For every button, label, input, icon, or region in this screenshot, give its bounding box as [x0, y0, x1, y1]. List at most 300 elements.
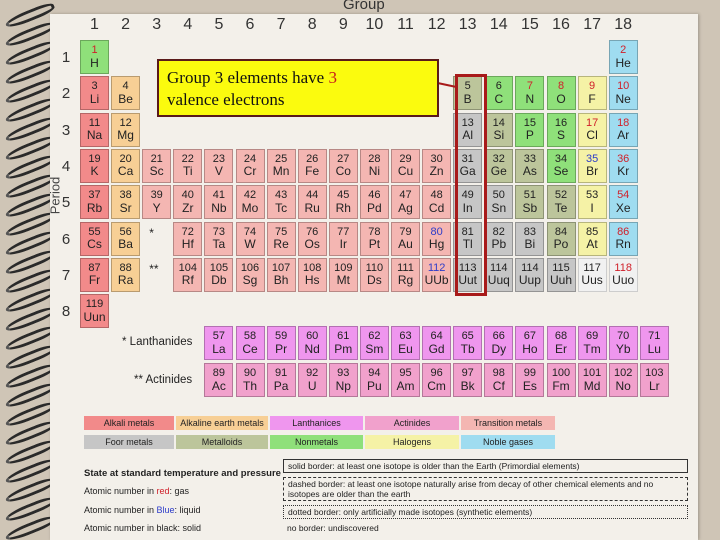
atomic-number: 84	[554, 225, 568, 238]
element-symbol: Xe	[615, 200, 631, 215]
lanthanide-cell-lu[interactable]	[640, 326, 669, 360]
atomic-number: 25	[274, 152, 288, 165]
lanthanide-cell-er[interactable]	[547, 326, 576, 360]
actinide-cell-fm[interactable]	[547, 363, 576, 397]
element-cell-ti[interactable]	[173, 149, 202, 183]
element-symbol: Bh	[273, 273, 289, 288]
element-symbol: Ne	[615, 91, 631, 106]
element-symbol: At	[586, 237, 598, 252]
element-cell-y[interactable]	[142, 185, 171, 219]
group-number: 16	[552, 16, 570, 33]
element-symbol: Y	[152, 200, 161, 215]
element-cell-uuh[interactable]	[547, 258, 576, 292]
atomic-number: 6	[495, 80, 502, 93]
element-cell-mn[interactable]	[267, 149, 296, 183]
atomic-number: 38	[119, 189, 132, 202]
element-symbol: Hg	[428, 237, 445, 252]
element-cell-ir[interactable]	[329, 222, 358, 256]
element-cell-cd[interactable]	[422, 185, 451, 219]
atomic-number: 110	[365, 261, 384, 274]
group-number: 2	[121, 16, 131, 33]
element-cell-se[interactable]	[547, 149, 576, 183]
atomic-number: 89	[212, 367, 226, 379]
element-cell-ar[interactable]	[609, 113, 638, 147]
element-symbol: Sg	[242, 273, 258, 288]
element-cell-rn[interactable]	[609, 222, 638, 256]
element-cell-w[interactable]	[236, 222, 265, 256]
actinide-cell-u[interactable]	[298, 363, 327, 397]
element-symbol: Ni	[368, 164, 381, 179]
element-cell-tc[interactable]	[267, 185, 296, 219]
element-cell-po[interactable]	[547, 222, 576, 256]
atomic-number: 30	[430, 152, 443, 165]
atomic-number: 51	[523, 189, 537, 202]
callout-text-a: Group 3 elements have	[167, 68, 329, 87]
atomic-number: 9	[589, 80, 596, 93]
element-cell-os[interactable]	[298, 222, 327, 256]
border-none-note: no border: undiscovered	[287, 523, 379, 533]
actinide-cell-lr[interactable]	[640, 363, 669, 397]
atomic-number: 14	[492, 116, 505, 129]
element-symbol: Es	[522, 378, 537, 393]
element-symbol: Rg	[397, 273, 414, 288]
element-cell-be[interactable]	[111, 76, 140, 110]
element-cell-na[interactable]	[80, 113, 109, 147]
element-symbol: Ti	[183, 164, 193, 179]
callout-note	[157, 59, 439, 117]
actinide-cell-ac[interactable]	[204, 363, 233, 397]
atomic-number: 43	[274, 189, 288, 202]
period-number: 1	[61, 49, 71, 66]
element-symbol: Ir	[339, 237, 347, 252]
atomic-number: 77	[337, 225, 350, 238]
element-cell-hs[interactable]	[298, 258, 327, 292]
atomic-number: 21	[150, 152, 163, 165]
legend-swatch: Transition metals	[461, 416, 555, 430]
actinide-cell-th[interactable]	[236, 363, 265, 397]
atomic-number: 40	[181, 189, 194, 202]
element-cell-mo[interactable]	[236, 185, 265, 219]
atomic-number: 47	[399, 189, 412, 202]
atomic-number: 19	[88, 152, 101, 165]
atomic-number: 67	[523, 330, 537, 342]
element-cell-uup[interactable]	[515, 258, 544, 292]
element-cell-uub[interactable]	[422, 258, 451, 292]
element-cell-o[interactable]	[547, 76, 576, 110]
element-cell-he[interactable]	[609, 40, 638, 74]
element-cell-hf[interactable]	[173, 222, 202, 256]
state-title: State at standard temperature and pressure	[84, 468, 281, 479]
atomic-number: 7	[526, 80, 533, 93]
atomic-number: 15	[523, 116, 537, 129]
element-symbol: Lr	[648, 378, 660, 393]
actinide-cell-pa[interactable]	[267, 363, 296, 397]
element-symbol: Zn	[429, 164, 444, 179]
atomic-number: 52	[554, 189, 568, 202]
element-cell-si[interactable]	[484, 113, 513, 147]
atomic-number: 34	[554, 152, 568, 165]
atomic-number: 29	[399, 152, 412, 165]
element-symbol: Kr	[617, 164, 630, 179]
element-cell-au[interactable]	[391, 222, 420, 256]
element-symbol: Pu	[367, 378, 382, 393]
element-symbol: Sr	[119, 200, 132, 215]
element-symbol: Mg	[117, 128, 134, 143]
element-symbol: Tl	[462, 237, 473, 252]
element-cell-n[interactable]	[515, 76, 544, 110]
element-symbol: Fm	[552, 378, 570, 393]
element-cell-bh[interactable]	[267, 258, 296, 292]
group-number: 10	[365, 16, 384, 33]
atomic-number: 5	[464, 80, 471, 93]
element-symbol: Md	[583, 378, 601, 393]
element-cell-fr[interactable]	[80, 258, 109, 292]
atomic-number: 76	[306, 225, 319, 238]
atomic-number: 90	[243, 367, 257, 379]
atomic-number: 117	[583, 261, 601, 274]
element-symbol: Cf	[492, 378, 505, 393]
element-cell-uus[interactable]	[578, 258, 607, 292]
atomic-number: 46	[368, 189, 381, 202]
atomic-number: 37	[88, 189, 101, 202]
element-cell-te[interactable]	[547, 185, 576, 219]
atomic-number: 69	[585, 330, 599, 342]
atomic-number: 85	[585, 225, 599, 238]
atomic-number: 22	[181, 152, 194, 165]
element-symbol: Ta	[212, 237, 226, 252]
actinide-cell-np[interactable]	[329, 363, 358, 397]
element-symbol: Eu	[398, 341, 413, 356]
actinide-cell-am[interactable]	[391, 363, 420, 397]
period-number: 3	[61, 121, 71, 139]
atomic-number: 78	[368, 225, 381, 238]
element-symbol: Nb	[211, 200, 227, 215]
group-number: 11	[397, 16, 414, 33]
element-cell-bi[interactable]	[515, 222, 544, 256]
f-block-placeholder: *	[149, 225, 154, 240]
atomic-number: 91	[274, 367, 288, 379]
element-cell-ag[interactable]	[391, 185, 420, 219]
element-cell-mt[interactable]	[329, 258, 358, 292]
element-symbol: Rb	[86, 200, 103, 215]
lanthanide-cell-sm[interactable]	[360, 326, 389, 360]
element-symbol: Uut	[458, 273, 478, 288]
element-symbol: Pr	[275, 341, 288, 356]
element-cell-ni[interactable]	[360, 149, 389, 183]
atomic-number: 115	[552, 261, 570, 274]
actinide-cell-pu[interactable]	[360, 363, 389, 397]
element-cell-cl[interactable]	[578, 113, 607, 147]
atomic-number: 27	[337, 152, 350, 165]
element-cell-rg[interactable]	[391, 258, 420, 292]
element-cell-pb[interactable]	[484, 222, 513, 256]
element-cell-k[interactable]	[80, 149, 109, 183]
atomic-number: 72	[181, 225, 194, 238]
atomic-number: 59	[274, 330, 288, 342]
atomic-number: 102	[614, 367, 633, 379]
element-cell-ds[interactable]	[360, 258, 389, 292]
group-number: 9	[338, 16, 348, 33]
period-number: 8	[61, 303, 71, 321]
element-symbol: Ce	[242, 341, 258, 356]
element-symbol: Mo	[241, 200, 259, 215]
element-symbol: Uuq	[487, 273, 510, 288]
element-cell-db[interactable]	[204, 258, 233, 292]
group-number: 8	[307, 16, 317, 33]
element-cell-f[interactable]	[578, 76, 607, 110]
atomic-number: 39	[150, 189, 163, 202]
element-cell-uun[interactable]	[80, 294, 109, 328]
element-symbol: Rn	[615, 237, 631, 252]
element-symbol: F	[588, 91, 596, 106]
element-cell-at[interactable]	[578, 222, 607, 256]
lanthanide-cell-dy[interactable]	[484, 326, 513, 360]
element-cell-ne[interactable]	[609, 76, 638, 110]
element-symbol: As	[522, 164, 537, 179]
element-cell-zr[interactable]	[173, 185, 202, 219]
element-cell-sn[interactable]	[484, 185, 513, 219]
actinide-cell-bk[interactable]	[453, 363, 482, 397]
group-number: 13	[458, 16, 477, 33]
group-number: 3	[152, 16, 162, 33]
atomic-number: 109	[334, 261, 353, 274]
legend-swatch: Nonmetals	[270, 435, 363, 449]
actinide-cell-no[interactable]	[609, 363, 638, 397]
element-cell-sr[interactable]	[111, 185, 140, 219]
actinide-cell-md[interactable]	[578, 363, 607, 397]
element-cell-h[interactable]	[80, 40, 109, 74]
element-symbol: Cl	[586, 128, 598, 143]
atomic-number: 82	[492, 225, 505, 238]
atomic-number: 24	[243, 152, 257, 165]
atomic-number: 57	[212, 330, 226, 342]
element-cell-pd[interactable]	[360, 185, 389, 219]
element-symbol: O	[556, 91, 566, 106]
element-symbol: Cm	[427, 378, 446, 393]
atomic-number: 106	[240, 261, 260, 274]
element-symbol: Au	[398, 237, 413, 252]
element-cell-cr[interactable]	[236, 149, 265, 183]
element-symbol: Cr	[243, 164, 257, 179]
lanthanide-cell-pm[interactable]	[329, 326, 358, 360]
element-cell-ca[interactable]	[111, 149, 140, 183]
element-symbol: Na	[86, 128, 103, 143]
element-symbol: Al	[462, 128, 474, 143]
atomic-number: 81	[461, 225, 474, 238]
group-number: 6	[245, 16, 255, 33]
lanthanide-cell-ce[interactable]	[236, 326, 265, 360]
atomic-number: 18	[617, 116, 630, 129]
group-number: 14	[489, 16, 508, 33]
period-axis-label: Period	[47, 176, 63, 215]
element-cell-kr[interactable]	[609, 149, 638, 183]
atomic-number: 80	[430, 225, 443, 238]
state-gas-a: Atomic number in	[84, 486, 157, 496]
element-symbol: Pd	[367, 200, 382, 215]
lanthanide-cell-tm[interactable]	[578, 326, 607, 360]
atomic-number: 86	[617, 225, 630, 238]
element-symbol: Rh	[335, 200, 351, 215]
element-symbol: Hf	[181, 237, 194, 252]
atomic-number: 61	[337, 330, 350, 342]
element-cell-ra[interactable]	[111, 258, 140, 292]
group-13-highlight-box	[455, 74, 487, 296]
atomic-number: 113	[458, 261, 477, 274]
actinide-cell-cm[interactable]	[422, 363, 451, 397]
element-cell-co[interactable]	[329, 149, 358, 183]
lanthanide-cell-eu[interactable]	[391, 326, 420, 360]
atomic-number: 3	[91, 80, 98, 93]
element-cell-br[interactable]	[578, 149, 607, 183]
atomic-number: 54	[617, 189, 630, 202]
element-symbol: Dy	[491, 341, 507, 356]
atomic-number: 56	[119, 225, 132, 238]
element-symbol: Ds	[367, 273, 382, 288]
element-symbol: C	[494, 91, 504, 106]
element-cell-p[interactable]	[515, 113, 544, 147]
legend-swatch: Foor metals	[84, 435, 174, 449]
element-cell-v[interactable]	[204, 149, 233, 183]
element-cell-hg[interactable]	[422, 222, 451, 256]
element-symbol: S	[556, 128, 565, 143]
group-number: 5	[214, 16, 224, 33]
atomic-number: 96	[430, 367, 443, 379]
lanthanide-cell-gd[interactable]	[422, 326, 451, 360]
element-symbol: Tc	[275, 200, 288, 215]
element-symbol: Cd	[428, 200, 445, 215]
element-symbol: Am	[396, 378, 415, 393]
border-dotted-note: dotted border: only artificially made isotopes (synthetic elements)	[283, 505, 688, 519]
element-cell-as[interactable]	[515, 149, 544, 183]
lanthanide-cell-nd[interactable]	[298, 326, 327, 360]
atomic-number: 32	[492, 152, 505, 165]
element-symbol: K	[90, 164, 99, 179]
element-cell-pt[interactable]	[360, 222, 389, 256]
element-cell-li[interactable]	[80, 76, 109, 110]
atomic-number: 53	[585, 189, 599, 202]
element-cell-c[interactable]	[484, 76, 513, 110]
element-cell-cu[interactable]	[391, 149, 420, 183]
atomic-number: 44	[306, 189, 319, 202]
lanthanide-cell-ho[interactable]	[515, 326, 544, 360]
lanthanide-cell-la[interactable]	[204, 326, 233, 360]
atomic-number: 13	[461, 116, 474, 129]
state-gas	[84, 486, 189, 496]
element-cell-mg[interactable]	[111, 113, 140, 147]
element-cell-uuo[interactable]	[609, 258, 638, 292]
period-number: 6	[61, 230, 71, 248]
element-cell-sb[interactable]	[515, 185, 544, 219]
element-symbol: Sn	[491, 200, 507, 215]
element-symbol: Po	[553, 237, 569, 252]
element-symbol: Ca	[117, 164, 134, 179]
atomic-number: 75	[274, 225, 288, 238]
element-symbol: Cu	[397, 164, 414, 179]
lanthanide-cell-yb[interactable]	[609, 326, 638, 360]
element-symbol: Lu	[647, 341, 661, 356]
lanthanide-cell-tb[interactable]	[453, 326, 482, 360]
element-symbol: Er	[555, 341, 567, 356]
element-symbol: Os	[304, 237, 320, 252]
border-dashed-note: dashed border: at least one isotope naturally arise from decay of other chemical elements and no isotopes are older than the earth	[283, 477, 688, 501]
atomic-number: 74	[243, 225, 257, 238]
state-solid: Atomic number in black: solid	[84, 523, 202, 533]
element-symbol: Se	[553, 164, 569, 179]
atomic-number: 107	[271, 261, 291, 274]
legend-swatch: Actinides	[365, 416, 459, 430]
element-cell-rh[interactable]	[329, 185, 358, 219]
element-cell-ru[interactable]	[298, 185, 327, 219]
atomic-number: 87	[88, 261, 101, 274]
group-number: 7	[276, 16, 286, 33]
atomic-number: 71	[648, 330, 661, 342]
atomic-number: 68	[554, 330, 568, 342]
element-symbol: Ga	[459, 164, 476, 179]
atomic-number: 98	[492, 367, 505, 379]
element-symbol: Re	[273, 237, 289, 252]
element-cell-re[interactable]	[267, 222, 296, 256]
element-cell-i[interactable]	[578, 185, 607, 219]
element-cell-rb[interactable]	[80, 185, 109, 219]
element-symbol: No	[615, 378, 631, 393]
actinide-cell-cf[interactable]	[484, 363, 513, 397]
group-number: 1	[90, 16, 99, 33]
element-symbol: I	[590, 200, 594, 215]
state-gas-color: red	[156, 486, 170, 496]
atomic-number: 104	[178, 261, 197, 274]
period-number: 7	[61, 266, 71, 284]
element-symbol: Sm	[365, 341, 384, 356]
element-cell-ta[interactable]	[204, 222, 233, 256]
lanthanide-cell-pr[interactable]	[267, 326, 296, 360]
actinide-cell-es[interactable]	[515, 363, 544, 397]
atomic-number: 79	[399, 225, 412, 238]
element-symbol: UUb	[424, 273, 449, 288]
element-cell-sc[interactable]	[142, 149, 171, 183]
state-gas-b: : gas	[169, 486, 190, 496]
period-number: 2	[61, 85, 71, 103]
element-cell-cs[interactable]	[80, 222, 109, 256]
element-cell-s[interactable]	[547, 113, 576, 147]
group-number: 17	[583, 16, 601, 33]
atomic-number: 48	[430, 189, 443, 202]
element-cell-ge[interactable]	[484, 149, 513, 183]
atomic-number: 112	[427, 261, 446, 274]
element-cell-fe[interactable]	[298, 149, 327, 183]
element-cell-xe[interactable]	[609, 185, 638, 219]
atomic-number: 50	[492, 189, 505, 202]
element-cell-uuq[interactable]	[484, 258, 513, 292]
element-symbol: Ag	[398, 200, 413, 215]
group-number: 4	[183, 16, 193, 33]
element-cell-zn[interactable]	[422, 149, 451, 183]
element-symbol: Ru	[304, 200, 320, 215]
atomic-number: 35	[585, 152, 599, 165]
element-cell-ba[interactable]	[111, 222, 140, 256]
atomic-number: 11	[88, 116, 101, 129]
element-cell-rf[interactable]	[173, 258, 202, 292]
atomic-number: 70	[617, 330, 630, 342]
element-symbol: Ar	[617, 128, 630, 143]
atomic-number: 8	[557, 80, 565, 93]
element-cell-sg[interactable]	[236, 258, 265, 292]
atomic-number: 23	[212, 152, 226, 165]
group-number: 15	[520, 16, 539, 33]
atomic-number: 94	[368, 367, 381, 379]
atomic-number: 4	[122, 80, 129, 93]
element-cell-nb[interactable]	[204, 185, 233, 219]
legend-swatch: Metalloids	[176, 435, 268, 449]
